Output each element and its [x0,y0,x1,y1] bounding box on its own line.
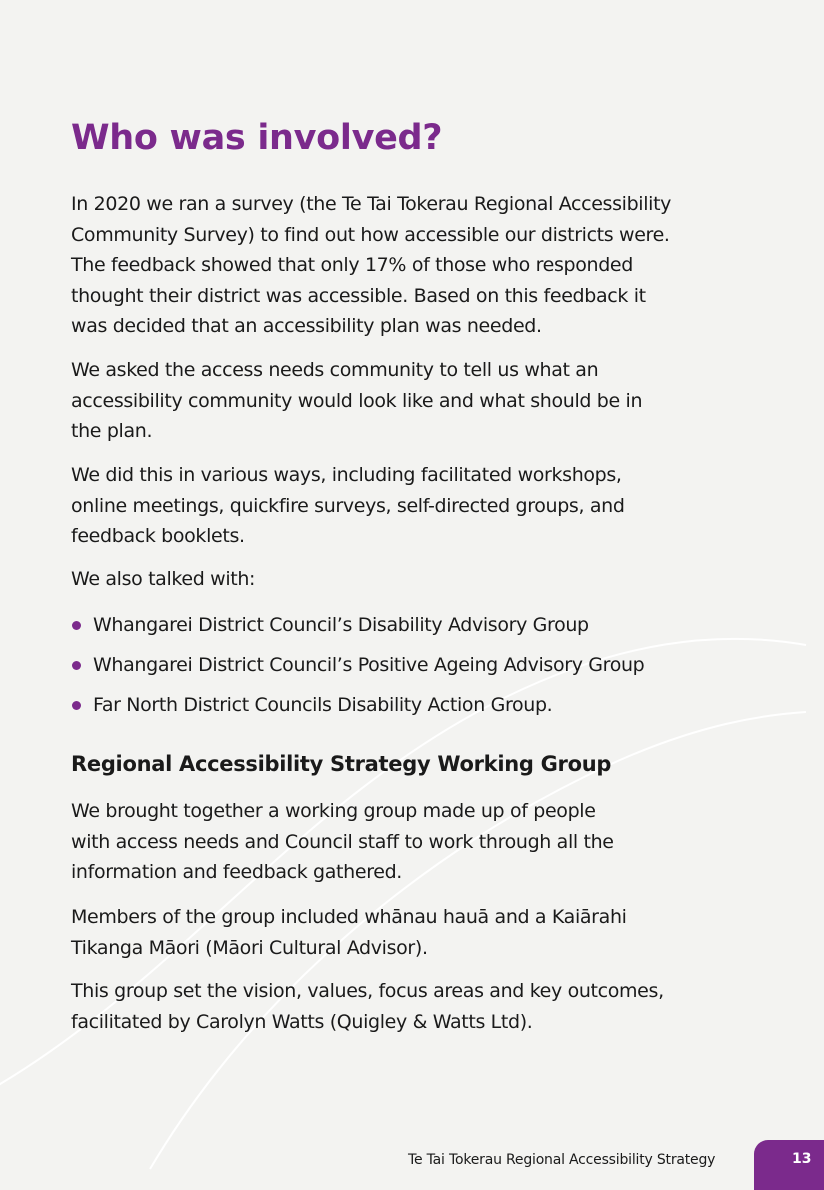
list-item: Far North District Councils Disability Action Group. [71,688,644,728]
page-title: Who was involved? [71,118,443,158]
list-item: Whangarei District Council’s Positive Ageing Advisory Group [71,648,644,688]
bullet-dot-icon [72,701,81,710]
paragraph-methods: We did this in various ways, including facilitated workshops, online meetings, quickfire surveys, self-directed groups, and feedback booklets. [71,464,625,547]
paragraph-community: We asked the access needs community to tell us what an accessibility community would look like and what should be in the plan. [71,359,643,442]
footer-document-title: Te Tai Tokerau Regional Accessibility Strategy [408,1152,716,1168]
section-heading: Regional Accessibility Strategy Working Group [71,752,612,776]
paragraph-working-group: We brought together a working group made up of people with access needs and Council staff to work through all the information and feedback gathered. [71,800,614,883]
paragraph-vision: This group set the vision, values, focus areas and key outcomes, facilitated by Carolyn Watts (Quigley & Watts Ltd). [71,980,664,1033]
bullet-dot-icon [72,661,81,670]
page-number-tab [754,1140,824,1190]
paragraph-talked-with: We also talked with: [71,568,256,590]
bullet-dot-icon [72,621,81,630]
bullet-list [71,608,644,728]
list-item: Whangarei District Council’s Disability Advisory Group [71,608,644,648]
paragraph-survey: In 2020 we ran a survey (the Te Tai Tokerau Regional Accessibility Community Survey) to find out how accessible our districts were. The feedback showed that only 17% of those who responded thought their district was accessible. Based on this feedback it was decided that an accessibility plan was needed. [71,193,672,337]
paragraph-members: Members of the group included whānau hauā and a Kaiārahi Tikanga Māori (Māori Cultural Advisor). [71,906,627,959]
page-number: 13 [792,1151,812,1167]
